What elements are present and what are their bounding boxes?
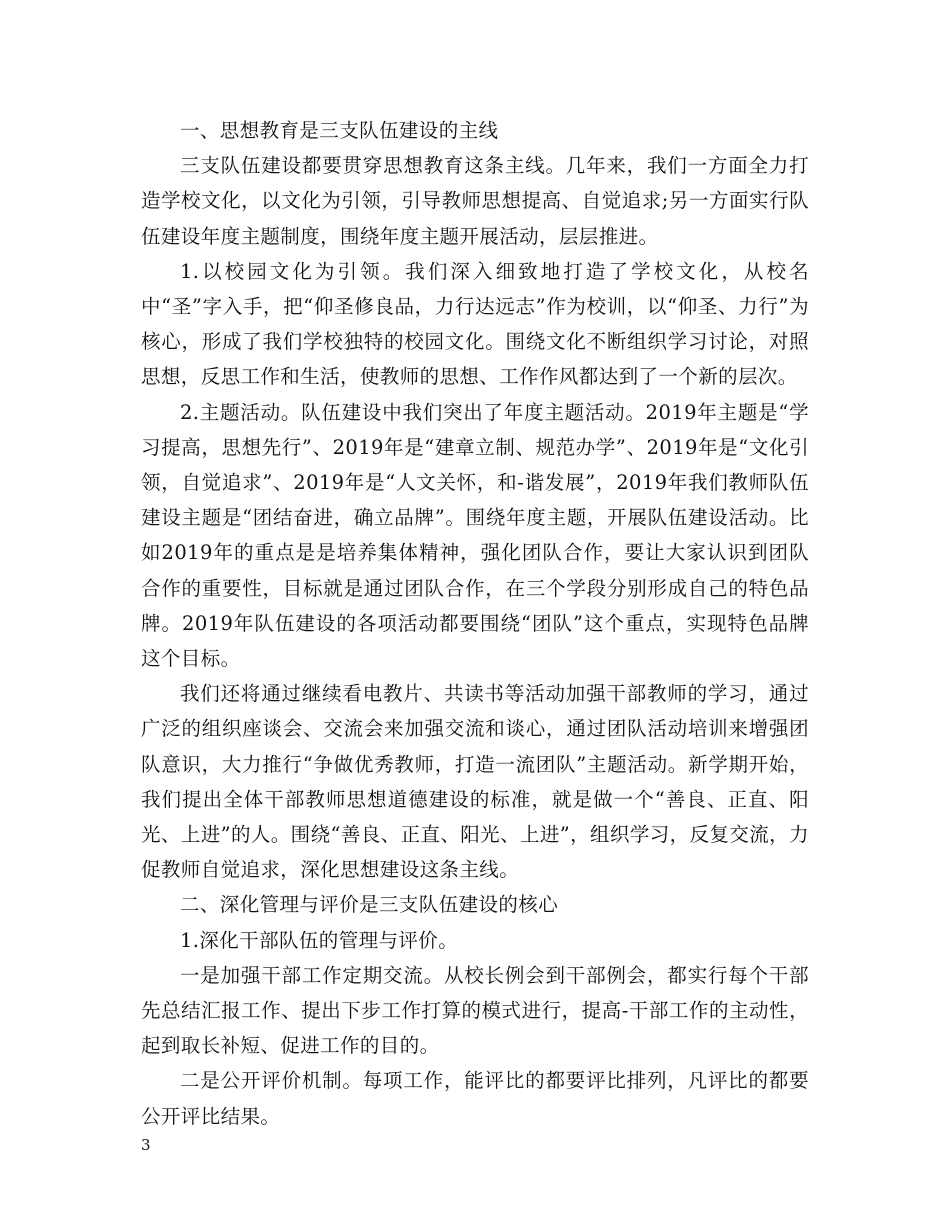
paragraph-public-evaluation: 二是公开评价机制。每项工作，能评比的都要评比排列，凡评比的都要公开评比结果。 — [141, 1069, 809, 1128]
document-body — [141, 113, 809, 1134]
paragraph-campus-culture: 1.以校园文化为引领。我们深入细致地打造了学校文化，从校名中“圣”字入手，把“仰圣修良品，力行达远志”作为校训，以“仰圣、力行”为核心，形成了我们学校独特的校园文化。围绕文化不断组织学习讨论，对照思想，反思工作和生活，使教师的思想、工作作风都达到了一个新的层次。 — [141, 259, 809, 389]
section-heading-management: 二、深化管理与评价是三支队伍建设的核心 — [180, 893, 559, 917]
paragraph-theme-activities: 2.主题活动。队伍建设中我们突出了年度主题活动。2019年主题是“学习提高，思想先行”、2019年是“建章立制、规范办学”、2019年是“文化引领，自觉追求”、2019年是“人文关怀，和-谐发展”，2019年我们教师队伍建设主题是“团结奋进，确立品牌”。围绕年度主题，开展队伍建设活动。比如2019年的重点是是培养集体精神，强化团队合作，要让大家认识到团队合作的重要性，目标就是通过团队合作，在三个学段分别形成自己的特色品牌。2019年队伍建设的各项活动都要围绕“团队”这个重点，实现特色品牌这个目标。 — [141, 400, 809, 671]
paragraph-further-measures: 我们还将通过继续看电教片、共读书等活动加强干部教师的学习，通过广泛的组织座谈会、交流会来加强交流和谈心，通过团队活动培训来增强团队意识，大力推行“争做优秀教师，打造一流团队”主题活动。新学期开始，我们提出全体干部教师思想道德建设的标准，就是做一个“善良、正直、阳光、上进”的人。围绕“善良、正直、阳光、上进”，组织学习，反复交流，力促教师自觉追求，深化思想建设这条主线。 — [141, 682, 809, 882]
page-number: 3 — [141, 1136, 151, 1154]
paragraph-regular-exchange: 一是加强干部工作定期交流。从校长例会到干部例会，都实行每个干部先总结汇报工作、提出下步工作打算的模式进行，提高-干部工作的主动性，起到取长补短、促进工作的目的。 — [141, 963, 809, 1058]
section-heading-ideology: 一、思想教育是三支队伍建设的主线 — [180, 119, 499, 142]
paragraph-ideology-intro: 三支队伍建设都要贯穿思想教育这条主线。几年来，我们一方面全力打造学校文化，以文化为引领，引导教师思想提高、自觉追求;另一方面实行队伍建设年度主题制度，围绕年度主题开展活动，层层推进。 — [141, 154, 809, 248]
subheading-cadre-management: 1.深化干部队伍的管理与评价。 — [180, 928, 459, 952]
